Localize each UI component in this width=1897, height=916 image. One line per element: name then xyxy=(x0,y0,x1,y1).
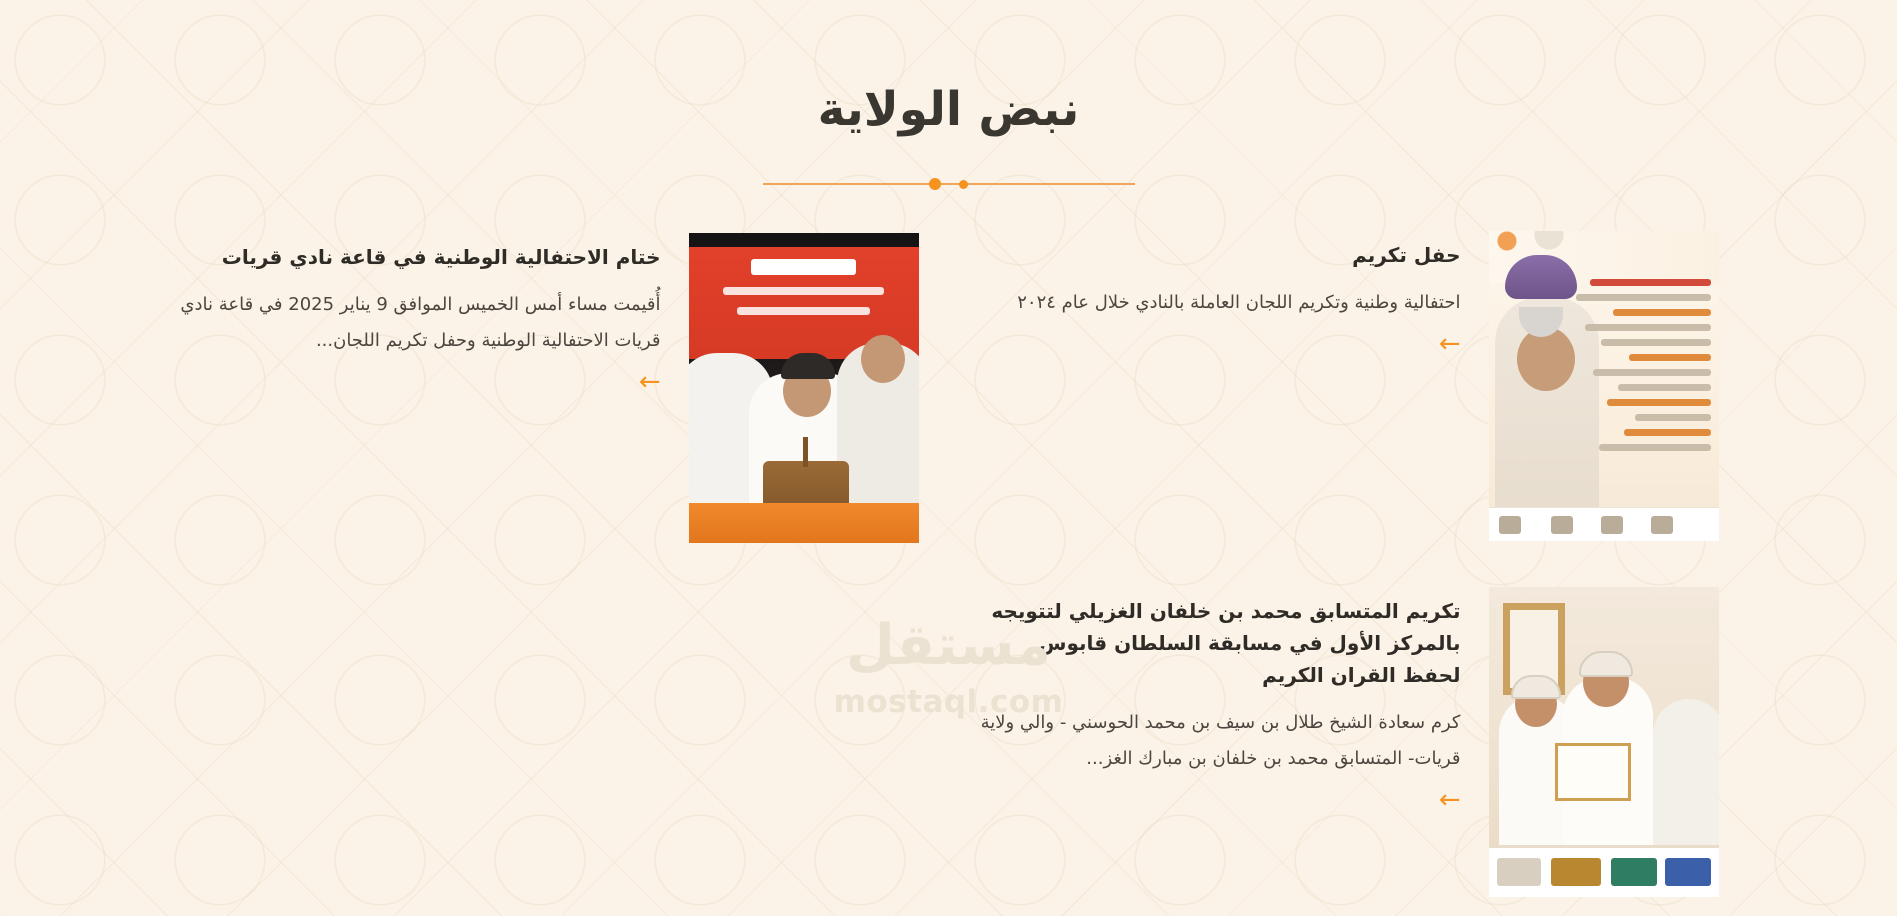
news-card-description: كرم سعادة الشيخ طلال بن سيف بن محمد الحوسني - والي ولاية قريات- المتسابق محمد بن خلفان بن مبارك الغز... xyxy=(980,712,1461,770)
stage-cap xyxy=(781,353,835,379)
award-cap-center xyxy=(1579,651,1633,677)
news-card-national-celebration[interactable] xyxy=(179,233,919,543)
poster-sponsor-bar xyxy=(1489,507,1719,541)
news-thumbnail-poster[interactable] xyxy=(1489,231,1719,541)
news-card-title: تكريم المتسابق محمد بن خلفان الغزيلي لتتويجه بالمركز الأول في مسابقة السلطان قابوس لحفظ القران الكريم xyxy=(991,599,1461,688)
news-column-right xyxy=(979,229,1719,897)
news-card-title: حفل تكريم xyxy=(1352,243,1461,268)
arrow-left-icon[interactable]: ← xyxy=(1438,329,1461,360)
watermark-arabic: مستقل xyxy=(846,613,1051,678)
award-sponsor-bar xyxy=(1489,847,1719,897)
poster-image xyxy=(1489,231,1719,541)
page-header xyxy=(0,0,1897,193)
news-column-left xyxy=(179,229,919,897)
stage-head-3 xyxy=(861,335,905,383)
divider-dot-large xyxy=(929,178,941,190)
news-thumbnail-award[interactable] xyxy=(1489,587,1719,897)
news-grid xyxy=(179,229,1719,897)
arrow-left-icon[interactable]: ← xyxy=(638,367,661,398)
award-person-right xyxy=(1653,699,1719,845)
news-card-readmore-row xyxy=(979,785,1461,816)
news-card-quran-contestant[interactable] xyxy=(979,587,1719,897)
news-card-description: احتفالية وطنية وتكريم اللجان العاملة بالنادي خلال عام ٢٠٢٤ xyxy=(1017,292,1461,314)
section-divider xyxy=(763,175,1135,193)
award-image xyxy=(1489,587,1719,897)
page-title: نبض الولاية xyxy=(817,82,1080,137)
news-card-body xyxy=(179,233,661,398)
news-card-title: ختام الاحتفالية الوطنية في قاعة نادي قريات xyxy=(221,245,661,270)
news-card-readmore-row xyxy=(979,329,1461,360)
news-card-readmore-row xyxy=(179,367,661,398)
news-card-body xyxy=(979,587,1461,816)
divider-dot-small xyxy=(959,180,968,189)
award-certificate xyxy=(1555,743,1631,801)
news-card-description: أُقيمت مساء أمس الخميس الموافق 9 يناير 2025 في قاعة نادي قريات الاحتفالية الوطنية وحفل تكريم اللجان... xyxy=(180,294,661,352)
news-card-body xyxy=(979,231,1461,360)
news-card-honoring-ceremony[interactable] xyxy=(979,231,1719,541)
poster-turban xyxy=(1505,255,1577,299)
stage-orange-strip xyxy=(689,503,919,543)
arrow-left-icon[interactable]: ← xyxy=(1438,785,1461,816)
poster-text-block xyxy=(1571,279,1711,459)
divider-line xyxy=(763,183,1135,185)
award-cap-left xyxy=(1511,675,1561,699)
watermark-latin: mostaql.com xyxy=(833,684,1064,720)
news-thumbnail-stage[interactable] xyxy=(689,233,919,543)
stage-image xyxy=(689,233,919,543)
